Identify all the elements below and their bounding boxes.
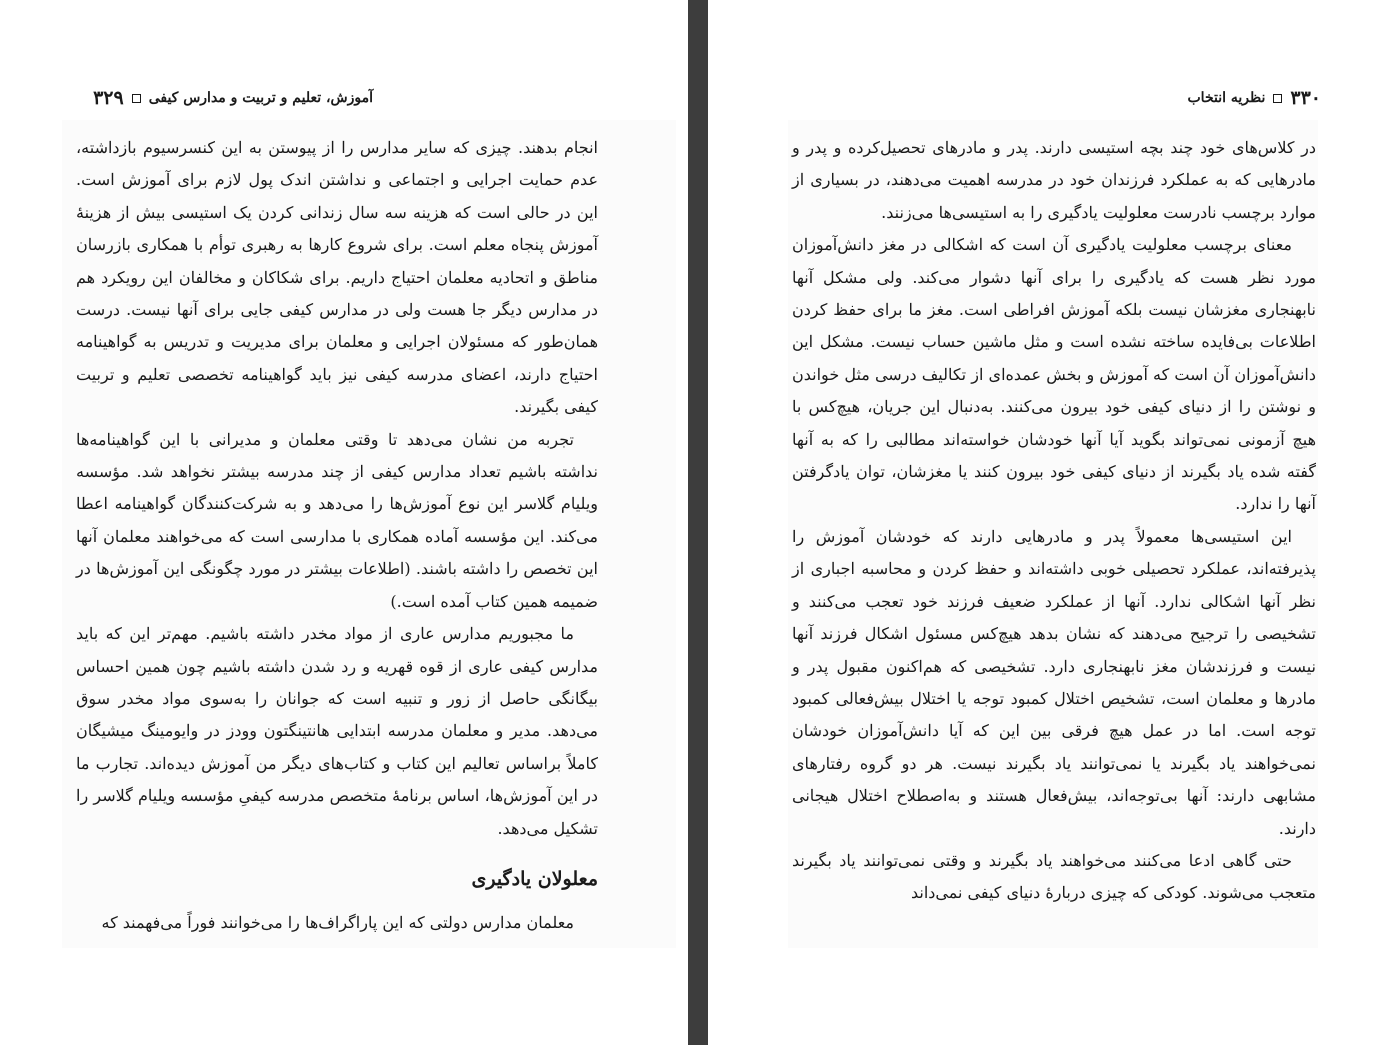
left-paragraph-1: انجام بدهند. چیزی که سایر مدارس را از پیوستن به این کنسرسیوم بازداشته، عدم حمایت اجرایی و اجتماعی و نداشتن اندک پول لازم برای آموزش است. این در حالی است که هزینه سه سال زندانی کردن یک استیسی بیش از هزینهٔ آموزش پنجاه معلم است. برای شروع کارها به رهبری توأم با همکاری بازرسان مناطق و اتحادیه معلمان احتیاج داریم. برای شکاکان و مخالفان این رویکرد هم در مدارس دیگر جا هست ولی در مدارس کیفی جایی برای آنها نیست. درست همان‌طور که مسئولان اجرایی و معلمان برای مدیریت و تدریس به گواهینامه احتیاج دارند، اعضای مدرسه کیفی نیز باید گواهینامه تخصصی تعلیم و تربیت کیفی بگیرند. (76, 138, 598, 417)
right-paragraph-1: در کلاس‌های خود چند بچه استیسی دارند. پدر و مادرهای تحصیل‌کرده و پدر و مادرهایی که به عملکرد فرزندان خود در مدرسه اهمیت می‌دهند، در بسیاری از موارد برچسب نادرست معلولیت یادگیری را به استیسی‌ها می‌زنند. (792, 138, 1316, 222)
left-running-title: آموزش، تعلیم و تربیت و مدارس کیفی (148, 90, 373, 106)
left-page-number: ۳۲۹ (93, 87, 124, 109)
right-paragraph-3: این استیسی‌ها معمولاً پدر و مادرهایی دارند که خودشان آموزش را پذیرفته‌اند، عملکرد تحصیلی خوبی داشته‌اند و حفظ کردن و محاسبه اجباری از نظر آنها اشکالی ندارد. آنها از عملکرد ضعیف فرزند خود تعجب می‌کنند و تشخیصی را ترجیح می‌دهند که نشان بدهد هیچ‌کس مسئول اشکال فرزند آنها نیست و فرزندشان مغز نابهنجاری دارد. تشخیصی که هم‌اکنون مقبول پدر و مادرها و معلمان است، تشخیص اختلال کمبود توجه یا اختلال بیش‌فعالی کمبود توجه است. اما در عمل هیچ فرقی بین این که آیا دانش‌آموزان خودشان نمی‌خواهند یاد بگیرند یا نمی‌توانند یاد بگیرند نیست. هر دو گروه رفتارهای مشابهی دارند: آنها بی‌توجه‌اند، بیش‌فعال هستند و به‌اصطلاح اختلال هیجانی دارند. (792, 526, 1316, 838)
square-bullet-icon (132, 94, 141, 103)
left-closing-paragraph: معلمان مدارس دولتی که این پاراگراف‌ها را می‌خوانند فوراً می‌فهمند که (101, 912, 574, 932)
square-bullet-icon (1273, 94, 1282, 103)
left-running-header (93, 84, 373, 112)
left-page-body (76, 132, 598, 939)
right-book-page (708, 0, 1392, 1045)
right-paragraph-4: حتی گاهی ادعا می‌کنند می‌خواهند یاد بگیرند و وقتی نمی‌توانند یاد بگیرند متعجب می‌شوند. کودکی که چیزی دربارهٔ دنیای کیفی نمی‌داند (792, 850, 1316, 903)
book-spine-divider (688, 0, 708, 1045)
left-paragraph-2: تجربه من نشان می‌دهد تا وقتی معلمان و مدیرانی با این گواهینامه‌ها نداشته باشیم تعداد مدارس کیفی از چند مدرسه بیشتر نخواهد شد. مؤسسه ویلیام گلاسر این نوع آموزش‌ها را می‌دهد و به شرکت‌کنندگان گواهینامه اعطا می‌کند. این مؤسسه آماده همکاری با مدارسی است که می‌خواهند معلمان آنها این تخصص را داشته باشند. (اطلاعات بیشتر در مورد چگونگی این آموزش‌ها در ضمیمه همین کتاب آمده است.) (76, 429, 598, 611)
right-running-header (1188, 84, 1322, 112)
left-paragraph-3: ما مجبوریم مدارس عاری از مواد مخدر داشته باشیم. مهم‌تر این که باید مدارس کیفی عاری از قوه قهریه و رد شدن داشته باشیم چون همین احساس بیگانگی حاصل از زور و تنبیه است که جوانان را به‌سوی مواد مخدر سوق می‌دهد. مدیر و معلمان مدرسه ابتدایی هانتینگتون وودز در وایومینگ میشیگان کاملاً براساس تعالیم این کتاب و کتاب‌های دیگر من آموزش دیده‌اند. تجارب ما در این آموزش‌ها، اساس برنامهٔ متخصص مدرسه کیفیِ مؤسسه ویلیام گلاسر را تشکیل می‌دهد. (76, 624, 598, 838)
right-running-title: نظریه انتخاب (1187, 90, 1266, 106)
right-page-number: ۳۳۰ (1290, 87, 1321, 109)
right-paragraph-2: معنای برچسب معلولیت یادگیری آن است که اشکالی در مغز دانش‌آموزان مورد نظر هست که یادگیری را برای آنها دشوار می‌کند. ولی مشکل آنها نابهنجاری مغزشان نیست بلکه آموزش افراطی است. مغز ما برای حفظ کردن اطلاعات بی‌فایده ساخته نشده است و مثل ماشین حساب نیست. مشکل این دانش‌آموزان آن است که آموزش و بخش عمده‌ای از تکالیف درسی مثل خواندن و نوشتن را از دنیای کیفی خود بیرون می‌کنند. به‌دنبال این جریان، هیچ‌کس با هیچ آزمونی نمی‌تواند بگوید آیا آنها خودشان خواسته‌اند مطالبی را که به آنها گفته شده یاد بگیرند از دنیای کیفی خود بیرون کنند یا مغزشان، توان یادگرفتن آنها را ندارد. (792, 235, 1317, 514)
left-book-page (0, 0, 688, 1045)
section-heading: معلولان یادگیری (471, 867, 598, 890)
right-page-body (792, 132, 1316, 910)
